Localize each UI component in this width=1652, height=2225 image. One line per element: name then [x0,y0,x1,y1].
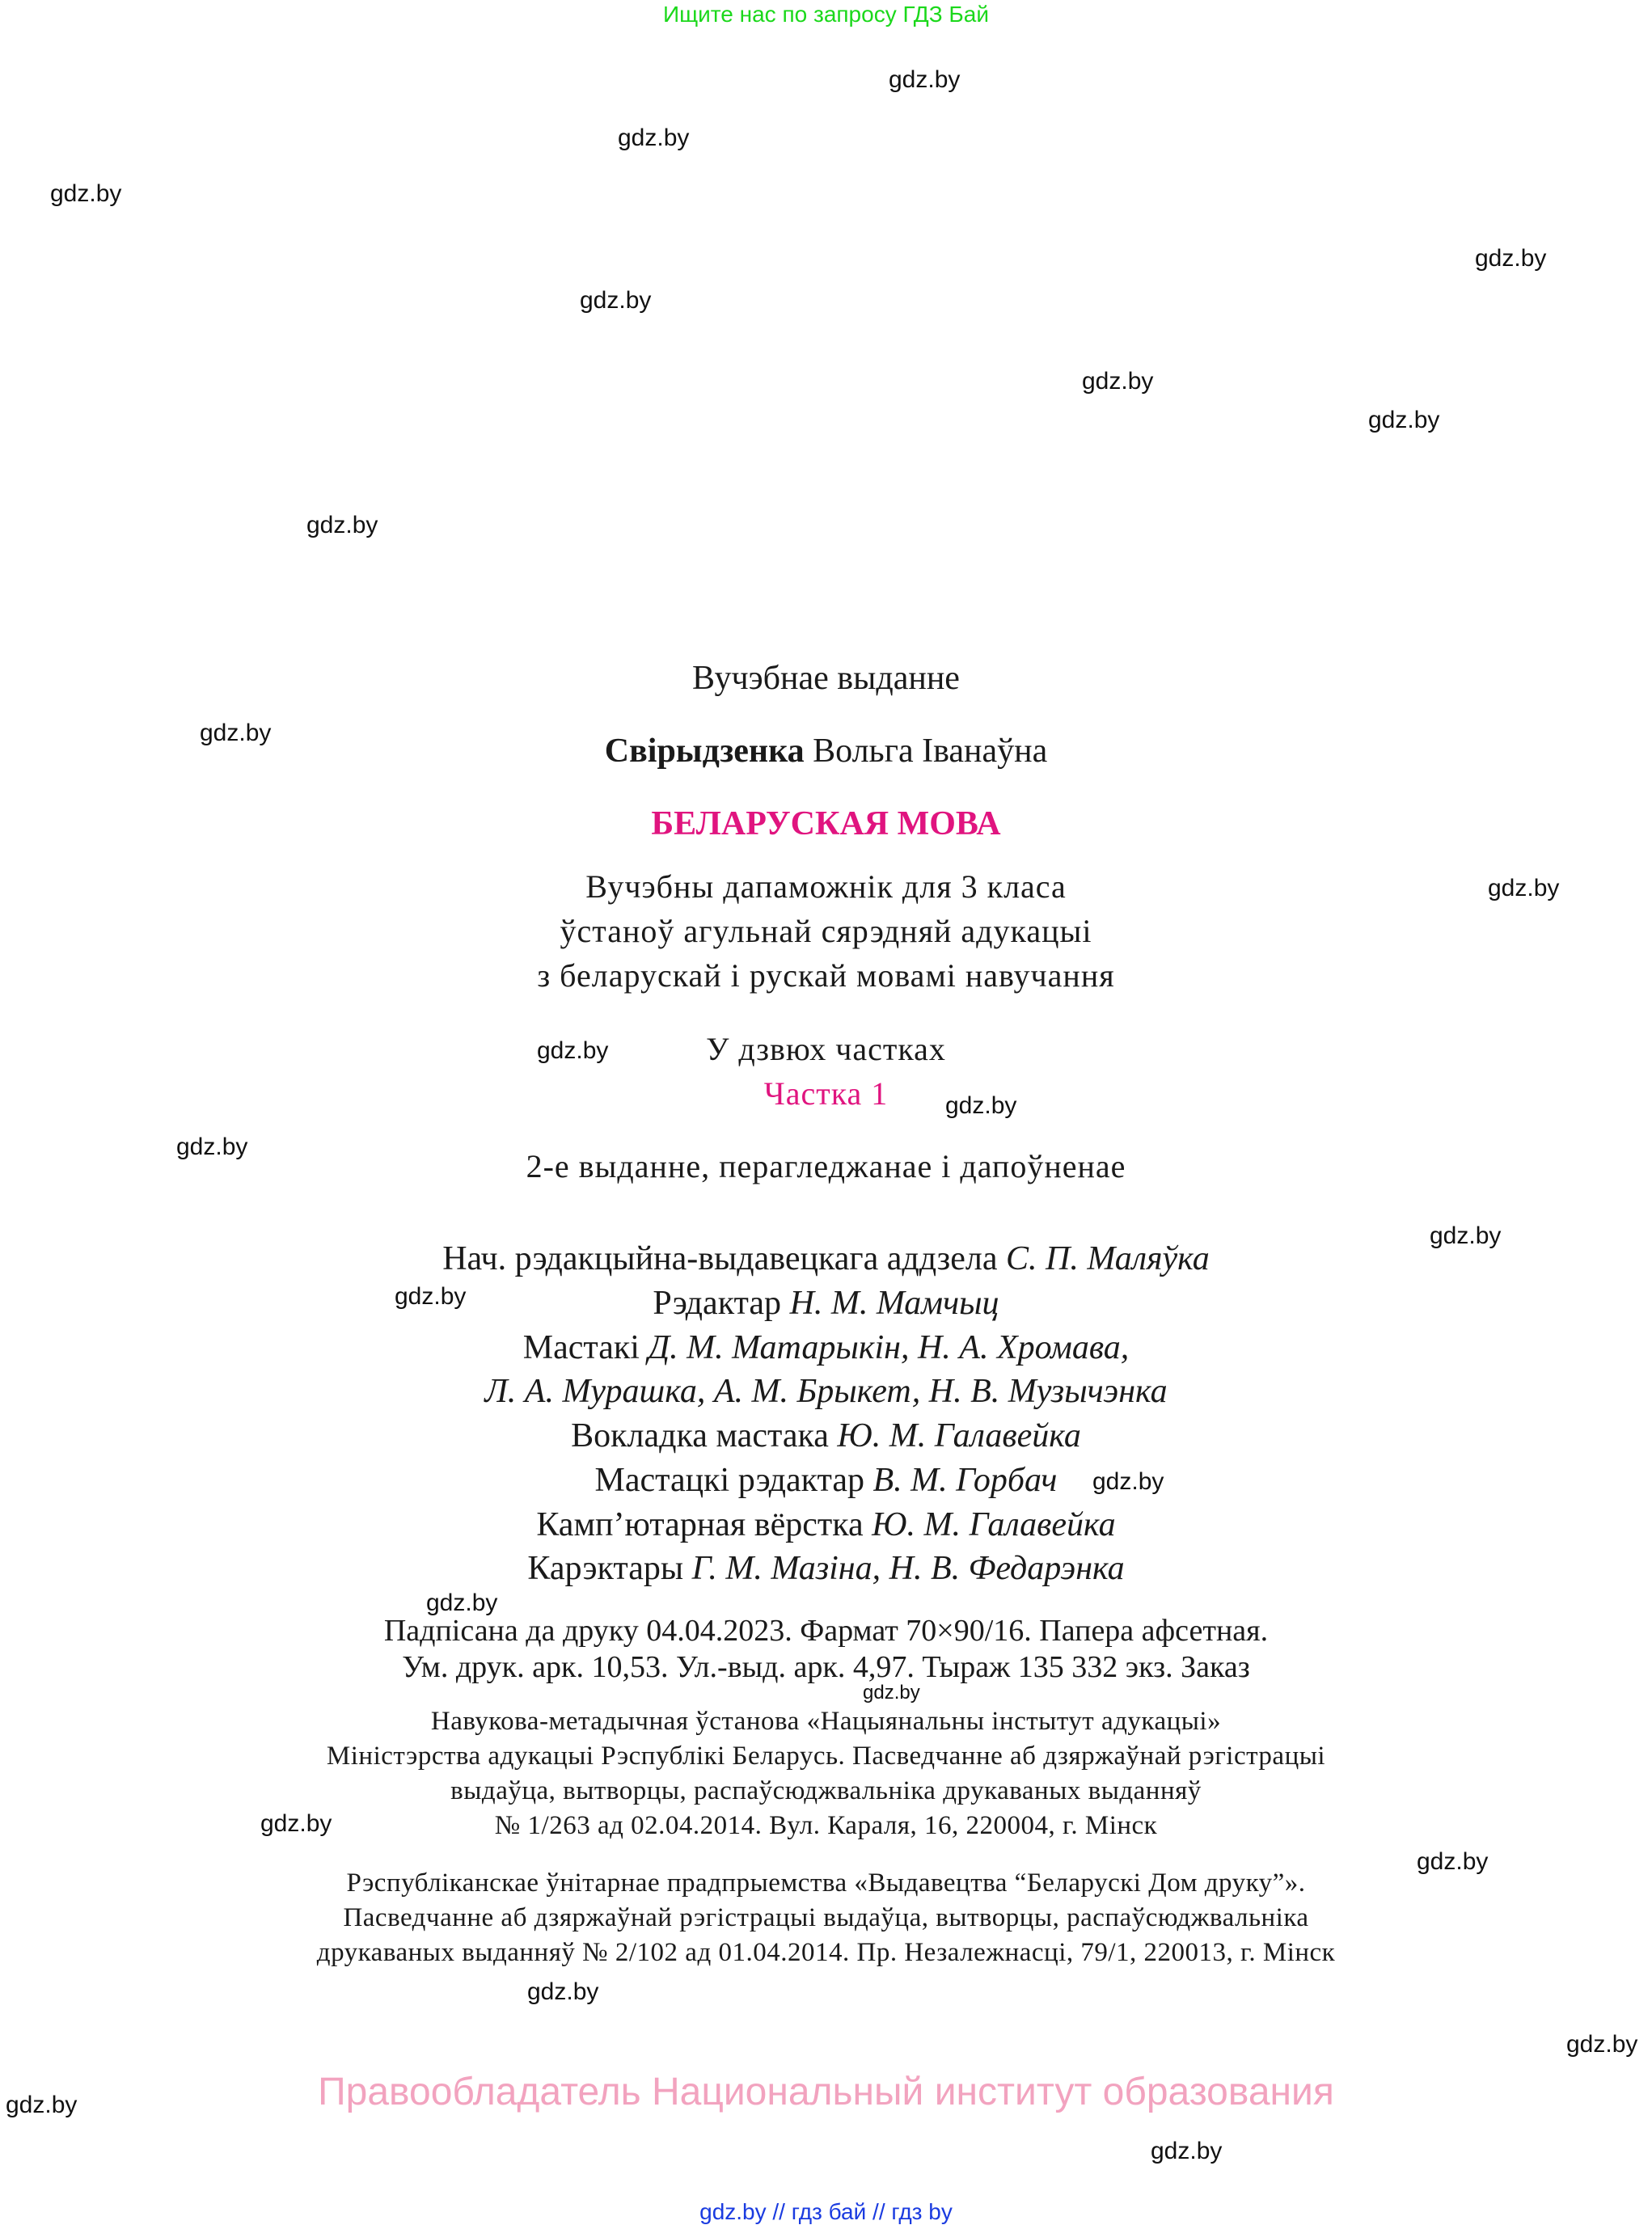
credit-role: Вокладка мастака [571,1417,829,1454]
credit-names: Ю. М. Галавейка [872,1506,1116,1543]
credit-line [0,1508,1652,1542]
printer-info-line: Пасведчанне аб дзяржаўнай рэгістрацыі выдаўца, вытворцы, распаўсюджвальніка [343,1903,1309,1932]
watermark: gdz.by [260,1810,332,1837]
watermark: gdz.by [580,287,652,314]
watermark: gdz.by [537,1037,609,1064]
watermark: gdz.by [618,125,690,151]
printer-info-line: Рэспубліканскае ўнітарнае прадпрыемства «Выдавецтва “Беларускі Дом друку”». [346,1868,1306,1898]
publisher-info-line: № 1/263 ад 02.04.2014. Вул. Караля, 16, 220004, г. Мінск [494,1811,1158,1840]
printer-info-line: друкаваных выданняў № 2/102 ад 01.04.2014. Пр. Незалежнасці, 79/1, 220013, г. Мінск [316,1938,1336,1967]
edition-note: 2-е выданне, перагледжанае і дапоўненае [526,1148,1126,1184]
publisher-info-line: Міністэрства адукацыі Рэспублікі Беларусь. Пасведчанне аб дзяржаўнай рэгістрацыі [326,1742,1326,1771]
subtitle-line: Вучэбны дапаможнік для 3 класа [585,868,1067,905]
credit-line [0,1242,1652,1276]
watermark: gdz.by [395,1283,467,1310]
search-hint-banner: Ищите нас по запросу ГДЗ Бай [662,2,990,27]
book-title: БЕЛАРУСКАЯ МОВА [651,805,1001,842]
watermark: gdz.by [200,720,272,746]
watermark: gdz.by [1417,1848,1489,1875]
credit-role: Мастацкі рэдактар [594,1462,864,1499]
credit-role: Камп’ютарная вёрстка [536,1506,864,1543]
author-line [0,734,1652,768]
credit-role: Рэдактар [653,1285,782,1322]
credit-line [0,1419,1652,1453]
watermark: gdz.by [426,1590,498,1616]
subtitle-line: з беларускай і рускай мовамі навучання [537,957,1115,994]
credit-names: Д. М. Матарыкін, Н. А. Хромава, [648,1329,1130,1366]
credit-role: Карэктары [527,1550,684,1587]
publisher-info-line: Навукова-метадычная ўстанова «Нацыянальны інстытут адукацыі» [430,1707,1222,1736]
author-name: Вольга Іванаўна [813,733,1048,770]
watermark: gdz.by [1151,2138,1223,2164]
watermark: gdz.by [1566,2031,1638,2058]
watermark: gdz.by [50,180,122,207]
watermark: gdz.by [527,1978,599,2005]
credit-names: С. П. Маляўка [1005,1240,1210,1277]
credit-line [0,1374,1652,1408]
print-info-line: Ум. друк. арк. 10,53. Ул.-выд. арк. 4,97. Тыраж 135 332 экз. Заказ [402,1650,1250,1684]
credit-names: Л. А. Мурашка, А. М. Брыкет, Н. В. Музычэнка [484,1373,1168,1410]
watermark: gdz.by [945,1092,1017,1119]
print-info-line: Падпісана да друку 04.04.2023. Фармат 70×90/16. Папера афсетная. [383,1614,1269,1648]
credit-names: Н. М. Мамчыц [789,1285,999,1322]
credit-names: Г. М. Мазіна, Н. В. Федарэнка [691,1550,1125,1587]
credit-line [0,1283,1652,1322]
watermark: gdz.by [176,1134,248,1160]
part-number: Частка 1 [763,1075,889,1112]
credit-line [0,1552,1652,1585]
watermark: gdz.by [1368,407,1440,433]
footer-links[interactable]: gdz.by // гдз бай // гдз by [699,2199,953,2224]
watermark: gdz.by [1082,368,1154,395]
watermark: gdz.by [306,512,378,538]
parts-count: У дзвюх частках [706,1031,946,1067]
watermark: gdz.by [1475,245,1547,272]
edition-type: Вучэбнае выданне [692,660,960,697]
subtitle-line: ўстаноў агульнай сярэдняй адукацыі [560,913,1092,949]
credit-names: В. М. Горбач [872,1462,1058,1499]
watermark: gdz.by [863,1682,920,1704]
credit-line [0,1463,1652,1497]
rights-holder-watermark: Правообладатель Национальный институт образования [318,2071,1334,2113]
watermark: gdz.by [6,2092,78,2118]
author-surname: Свірыдзенка [604,733,805,770]
watermark: gdz.by [1430,1222,1502,1249]
publisher-info-line: выдаўца, вытворцы, распаўсюджвальніка друкаваных выданняў [450,1776,1202,1805]
credit-names: Ю. М. Галавейка [837,1417,1081,1454]
credit-line [0,1331,1652,1365]
credit-role: Мастакі [522,1329,640,1366]
watermark: gdz.by [1092,1468,1164,1495]
credit-role: Нач. рэдакцыйна-выдавецкага аддзела [442,1240,998,1277]
watermark: gdz.by [1488,875,1560,901]
watermark: gdz.by [889,66,961,93]
